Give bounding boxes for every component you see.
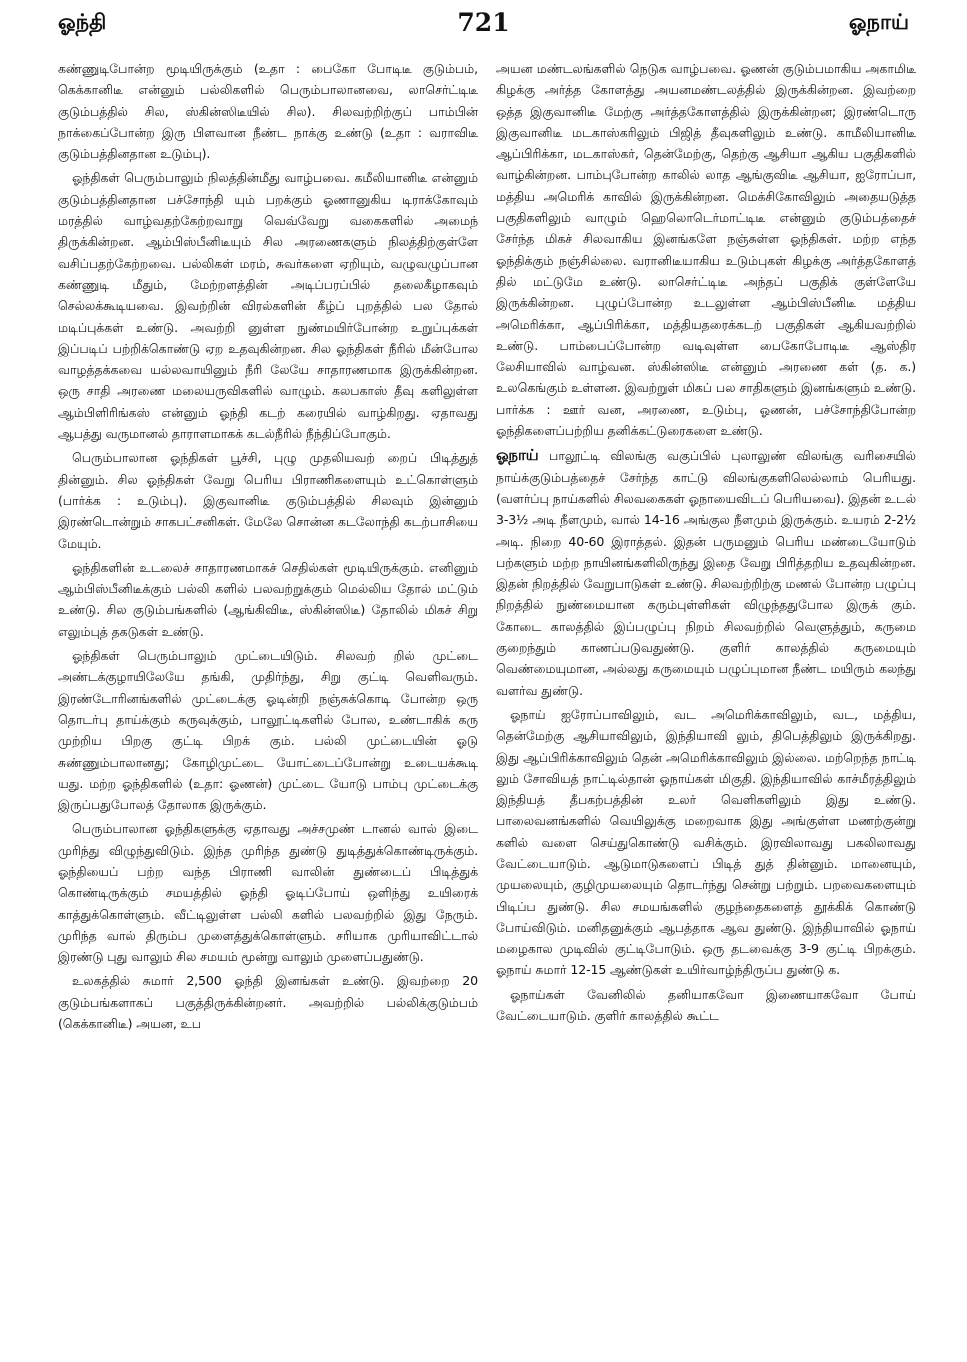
entry-paragraph	[496, 445, 916, 701]
left-guide-word: ஓந்தி	[58, 10, 107, 34]
right-column	[496, 58, 916, 1354]
paragraph: பெரும்பாலான ஓந்திகளுக்கு ஏதாவது அச்சமுண் டானல் வால் இடை முரிந்து விழுந்துவிடும். இந்த முரிந்த துண்டு துடித்துக்கொண்டிருக்கும். ஓந்தியைப் பற்ற வந்த பிராணி வாலின் துண்டைப் பிடித்துக் கொண்டிருக்கும் சமயத்தில் ஓந்தி ஓடிப்போய் ஒளிந்து உயிரைக் காத்துக்கொள்ளும். வீட்டிலுள்ள பல்லி களில் பலவற்றில் இது நேரும். முரிந்த வால் திரும்ப முளைத்துக்கொள்ளும். சரியாக முரியாவிட்டால் இரண்டு புது வாலும் சில சமயம் மூன்று வாலும் முளைப்பதுண்டு.	[58, 821, 478, 965]
page-number: 721	[457, 8, 510, 37]
page-header	[0, 0, 967, 46]
paragraph: பெரும்பாலான ஓந்திகள் பூச்சி, புழு முதலியவற் றைப் பிடித்துத் தின்னும். சில ஓந்திகள் வேறு பெரிய பிராணிகளையும் உட்கொள்ளும் (பார்க்க : உடும்பு). இகுவானிடீ குடும்பத்தில் சிலவும் இன்னும் இரண்டொன்றும் சாகபட்சனிகள். மேலே சொன்ன கடலோந்தி கடற்பாசியை மேயும்.	[58, 450, 478, 551]
paragraph: கண்ணுடிபோன்ற மூடியிருக்கும் (உதா : பைகோ போடிடீ குடும்பம், கெக்கானிடீ என்னும் பல்லிகளில் பெரும்பாலானவை, லாசெர்ட்டிடீ குடும்பத்தில் சில, ஸ்கின்ஸிடீயில் சில). சிலவற்றிற்குப் பாம்பின் நாக்கைப்போன்ற இரு பிளவான நீண்ட நாக்கு உண்டு (உதா : வராவிடீ குடும்பத்தினதான உடும்பு).	[58, 61, 478, 162]
entry-text: பாலூட்டி விலங்கு வகுப்பில் புலாலுண் விலங்கு வரிசையில் நாய்க்குடும்பத்தைச் சேர்ந்த காட்டு விலங்குகளிலெல்லாம் பெரியது. (வளர்ப்பு நாய்களில் சிலவகைகள் ஓநாயைவிடப் பெரியவை). இதன் உடல் 3-3½ அடி நீளமும், வால் 14-16 அங்குல நீளமும் இருக்கும். உயரம் 2-2½ அடி. நிறை 40-60 இராத்தல். இதன் பருமனும் பெரிய மண்டையோடும் பற்களும் மற்ற நாயினங்களிலிருந்து இதை வேறு பிரித்தறிய உதவுகின்றன. இதன் நிறத்தில் வேறுபாடுகள் உண்டு. சிலவற்றிற்கு மணல் போன்ற பழுப்பு நிறத்தில் நுண்மையான கரும்புள்ளிகள் விழுந்ததுபோல இருக் கும். கோடை காலத்தில் இப்பழுப்பு நிறம் சிலவற்றில் வெளுத்தும், கருமை குறைந்தும் காணப்படுவதுண்டு. குளிர் காலத்தில் கருமையும் வெண்மையுமான, அல்லது கருமையும் பழுப்புமான நீண்ட மயிரும் கலந்து வளர்வ துண்டு.	[496, 448, 916, 698]
left-column	[58, 58, 478, 1354]
paragraph: ஓந்திகளின் உடலைச் சாதாரணமாகச் செதில்கள் மூடியிருக்கும். எனினும் ஆம்பிஸ்பீனிடீக்கும் பல்லி களில் பலவற்றுக்கும் மெல்லிய தோல் மட்டும் உண்டு. சில குடும்பங்களில் (ஆங்கிவிடீ, ஸ்கின்ஸிடீ) தோலில் மிகச் சிறு எலும்புத் தகடுகள் உண்டு.	[58, 559, 478, 639]
right-guide-word: ஓநாய்	[848, 10, 909, 34]
entry-headword: ஓநாய்	[496, 446, 539, 465]
paragraph: அயன மண்டலங்களில் நெடுக வாழ்பவை. ஓணன் குடும்பமாகிய அகாமிடீ கிழக்கு அர்த்த கோளத்து அயனமண்டலத்தில் இருக்கின்றன. இவற்றை ஒத்த இகுவானிடீ மேற்கு அர்த்தகோளத்தில் இருக்கின்றன; இரண்டொரு இகுவானிடீ மடகாஸ்கரிலும் பிஜித் தீவுகளிலும் உண்டு. காமீலியானிடீ ஆப்பிரிக்கா, மடகாஸ்கர், தென்மேற்கு, தெற்கு ஆசியா ஆகிய பகுதிகளில் வாழ்கின்றன. பாம்புபோன்ற காலில் லாத ஆங்குவிடீ ஆசியா, ஐரோப்பா, மத்திய அமெரிக் காவில் இருக்கின்றன. மெக்சிகோவிலும் அதையடுத்த பகுதிகளிலும் வாழும் ஹெலொடெர்மாட்டிடீ என்னும் குடும்பத்தைச் சேர்ந்த மிகச் சிலவாகிய இனங்களே நஞ்சுள்ள ஓந்திகள். மற்ற எந்த ஓந்திக்கும் நஞ்சில்லை. வரானிடீயாகிய உடும்புகள் கிழக்கு அர்த்தகோளத் தில் மட்டுமே உண்டு. லாசெர்ட்டிடீ அந்தப் பகுதிக் குள்ளேயே இருக்கின்றன. புழுப்போன்ற உடலுள்ள ஆம்பிஸ்பீனிடீ மத்திய அமெரிக்கா, ஆப்பிரிக்கா, மத்தியதரைக்கடற் பகுதிகள் ஆகியவற்றில் உண்டு. பாம்பைப்போன்ற வடிவுள்ள பைகோபோடிடீ ஆஸ்திர லேசியாவில் வாழ்வன. ஸ்கின்ஸிடீ என்னும் அரணை கள் (த. க.) உலகெங்கும் உள்ளன. இவற்றுள் மிகப் பல சாதிகளும் இனங்களும் உண்டு. பார்க்க : ஊர் வன, அரணை, உடும்பு, ஓணன், பச்சோந்திபோன்ற ஓந்திகளைப்பற்றிய தனிக்கட்டுரைகளை உண்டு.	[496, 61, 916, 439]
paragraph: உலகத்தில் சுமார் 2,500 ஓந்தி இனங்கள் உண்டு. இவற்றை 20 குடும்பங்களாகப் பகுத்திருக்கின்றனர். அவற்றில் பல்லிக்குடும்பம் (கெக்கானிடீ) அயன, உப	[58, 973, 478, 1032]
paragraph: ஓந்திகள் பெரும்பாலும் நிலத்தின்மீது வாழ்பவை. கமீலியானிடீ என்னும் குடும்பத்தினதான பச்சோந்தி யும் பறக்கும் ஓணானுகிய டிராக்கோவும் மரத்தில் வாழ்வதற்கேற்றவாறு வெவ்வேறு வகைகளில் அமைந் திருக்கின்றன. ஆம்பிஸ்பீனிடீயும் சில அரணைகளும் நிலத்திற்குள்ளே வசிப்பதற்கேற்றவை. பல்லிகள் மரம், சுவர்களை ஏறியும், வழுவழுப்பான கண்ணுடி மீதும், மேற்றளத்தின் அடிப்பரப்பில் தலைகீழாகவும் செல்லக்கூடியவை. இவற்றின் விரல்களின் கீழ்ப் புறத்தில் பல தோல் மடிப்புக்கள் உண்டு. அவற்றி னுள்ள நுண்மயிர்போன்ற உறுப்புக்கள் இப்படிப் பற்றிக்கொண்டு ஏற உதவுகின்றன. சில ஓந்திகள் நீரில் மீன்போல வாழத்தக்கவை யல்லவாயினும் நீரி லேயே சாதாரணமாக இருக்கின்றன. ஒரு சாதி அரணை மலையருவிகளில் வாழும். கலபகாஸ் தீவு களிலுள்ள ஆம்பிளிரிங்கஸ் என்னும் ஓந்தி கடற் கரையில் வாழ்கிறது. ஏதாவது ஆபத்து வருமானல் தாராளமாகக் கடல்நீரில் நீந்திப்போகும்.	[58, 170, 478, 442]
paragraph: ஓந்திகள் பெரும்பாலும் முட்டையிடும். சிலவற் றில் முட்டை அண்டக்குழாயிலேயே தங்கி, முதிர்ந்து, சிறு குட்டி வெளிவரும். இரண்டோரினங்களில் முட்டைக்கு ஓடின்றி நஞ்சுக்கொடி போன்ற ஒரு தொடர்பு தாய்க்கும் கருவுக்கும், பாலூட்டிகளில் போல, உண்டாகிக் கரு முற்றிய பிறகு குட்டி பிறக் கும். பல்லி முட்டையின் ஓடு சுண்ணும்பாலானது; கோழிமுட்டை யோட்டைப்போன்று உடையக்கூடி யது. மற்ற ஓந்திகளில் (உதா: ஓணன்) முட்டை யோடு பாம்பு முட்டைக்கு இருப்பதுபோலத் தோலாக இருக்கும்.	[58, 648, 478, 813]
paragraph: ஓநாய் ஐரோப்பாவிலும், வட அமெரிக்காவிலும், வட, மத்திய, தென்மேற்கு ஆசியாவிலும், இந்தியாவி லும், திபெத்திலும் இருக்கிறது. இது ஆப்பிரிக்காவிலும் தென் அமெரிக்காவிலும் இல்லை. மற்றெந்த நாட்டி லும் சோவியத் நாட்டில்தான் ஓநாய்கள் மிகுதி. இந்தியாவில் காச்மீரத்திலும் இந்தியத் தீபகற்பத்தின் உலர் வெளிகளிலும் இது உண்டு. பாலைவனங்களில் வெயிலுக்கு மறைவாக இது அங்குள்ள மணற்குன்று களில் வளை செய்துகொண்டு வசிக்கும். இரவிலாவது பகலிலாவது வேட்டையாடும். ஆடுமாடுகளைப் பிடித் துத் தின்னும். மானையும், முயலையும், குழிமுயலையும் தொடர்ந்து சென்று பற்றும். பறவைகளையும் பிடிப்ப துண்டு. சில சமயங்களில் குழந்தைகளைத் தூக்கிக் கொண்டு போய்விடும். மனிதனுக்கும் ஆபத்தாக ஆவ துண்டு. இந்தியாவில் ஓநாய் மழைகால முடிவில் குட்டிபோடும். ஒரு தடவைக்கு 3-9 குட்டி பிறக்கும். ஓநாய் சுமார் 12-15 ஆண்டுகள் உயிர்வாழ்ந்திருப்ப துண்டு க.	[496, 706, 916, 978]
paragraph: ஓநாய்கள் வேனிலில் தனியாகவோ இணையாகவோ போய் வேட்டையாடும். குளிர் காலத்தில் கூட்ட	[496, 986, 916, 1024]
